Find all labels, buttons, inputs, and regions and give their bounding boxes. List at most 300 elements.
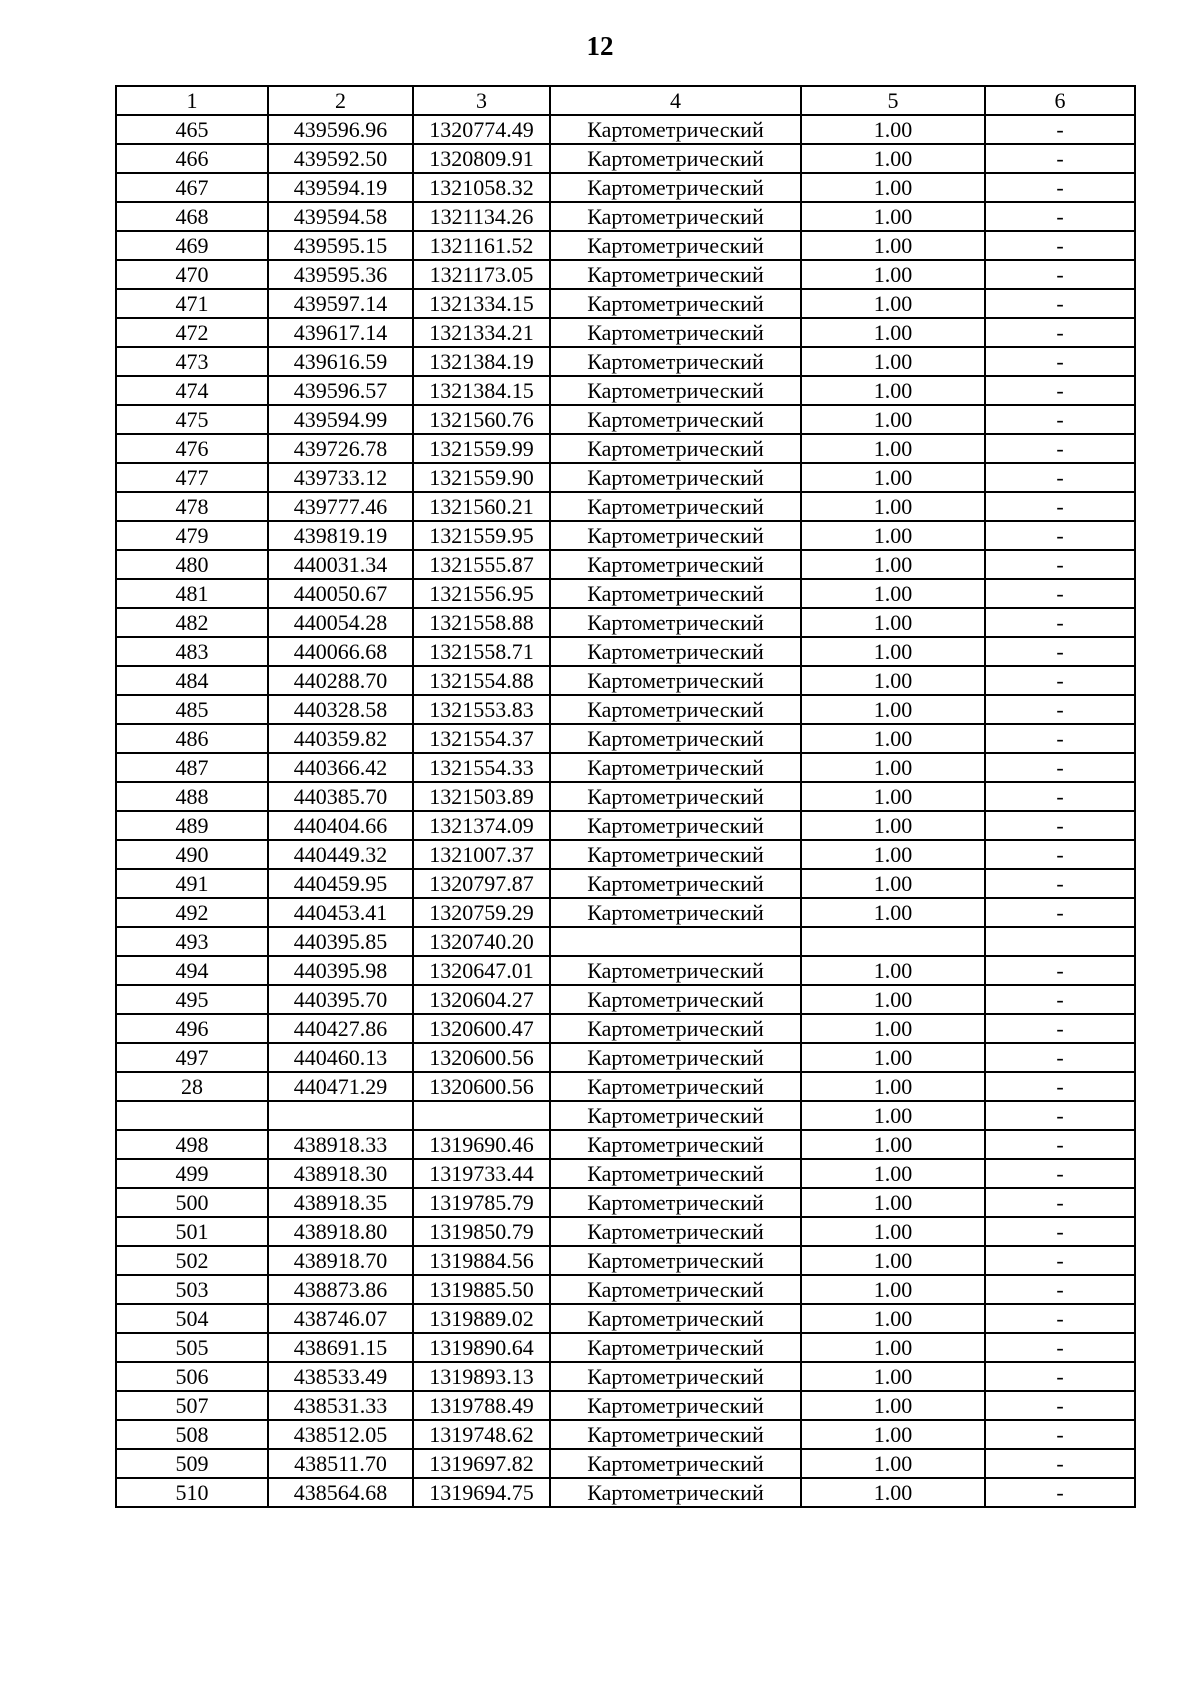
accuracy-cell: 1.00 bbox=[801, 1304, 985, 1333]
y-coordinate-cell: 1319697.82 bbox=[413, 1449, 550, 1478]
x-coordinate-cell: 440385.70 bbox=[268, 782, 413, 811]
point-number-cell: 465 bbox=[116, 115, 268, 144]
y-coordinate-cell: 1320809.91 bbox=[413, 144, 550, 173]
table-row bbox=[116, 318, 1135, 347]
method-cell: Картометрический bbox=[550, 1420, 801, 1449]
y-coordinate-cell: 1321560.21 bbox=[413, 492, 550, 521]
method-cell: Картометрический bbox=[550, 1188, 801, 1217]
note-cell: - bbox=[985, 1478, 1135, 1507]
x-coordinate-cell: 439819.19 bbox=[268, 521, 413, 550]
table-row bbox=[116, 1478, 1135, 1507]
accuracy-cell: 1.00 bbox=[801, 550, 985, 579]
accuracy-cell: 1.00 bbox=[801, 637, 985, 666]
table-row bbox=[116, 1246, 1135, 1275]
method-cell: Картометрический bbox=[550, 782, 801, 811]
note-cell: - bbox=[985, 811, 1135, 840]
x-coordinate-cell: 439617.14 bbox=[268, 318, 413, 347]
note-cell: - bbox=[985, 1043, 1135, 1072]
table-row bbox=[116, 463, 1135, 492]
method-cell: Картометрический bbox=[550, 347, 801, 376]
x-coordinate-cell: 440395.85 bbox=[268, 927, 413, 956]
y-coordinate-cell: 1321555.87 bbox=[413, 550, 550, 579]
method-cell: Картометрический bbox=[550, 695, 801, 724]
accuracy-cell: 1.00 bbox=[801, 202, 985, 231]
accuracy-cell: 1.00 bbox=[801, 985, 985, 1014]
point-number-cell: 477 bbox=[116, 463, 268, 492]
y-coordinate-cell bbox=[413, 1101, 550, 1130]
method-cell: Картометрический bbox=[550, 144, 801, 173]
table-row bbox=[116, 811, 1135, 840]
method-cell: Картометрический bbox=[550, 550, 801, 579]
method-cell: Картометрический bbox=[550, 637, 801, 666]
method-cell: Картометрический bbox=[550, 898, 801, 927]
x-coordinate-cell: 439777.46 bbox=[268, 492, 413, 521]
x-coordinate-cell: 438746.07 bbox=[268, 1304, 413, 1333]
accuracy-cell: 1.00 bbox=[801, 1449, 985, 1478]
accuracy-cell: 1.00 bbox=[801, 724, 985, 753]
method-cell: Картометрический bbox=[550, 956, 801, 985]
note-cell: - bbox=[985, 492, 1135, 521]
table-row bbox=[116, 376, 1135, 405]
point-number-cell: 494 bbox=[116, 956, 268, 985]
point-number-cell: 470 bbox=[116, 260, 268, 289]
accuracy-cell: 1.00 bbox=[801, 695, 985, 724]
point-number-cell: 486 bbox=[116, 724, 268, 753]
header-cell: 5 bbox=[801, 86, 985, 115]
y-coordinate-cell: 1319885.50 bbox=[413, 1275, 550, 1304]
table-row bbox=[116, 927, 1135, 956]
accuracy-cell bbox=[801, 927, 985, 956]
accuracy-cell: 1.00 bbox=[801, 1159, 985, 1188]
x-coordinate-cell: 438533.49 bbox=[268, 1362, 413, 1391]
header-cell: 2 bbox=[268, 86, 413, 115]
table-row bbox=[116, 1362, 1135, 1391]
x-coordinate-cell: 440460.13 bbox=[268, 1043, 413, 1072]
accuracy-cell: 1.00 bbox=[801, 898, 985, 927]
y-coordinate-cell: 1319889.02 bbox=[413, 1304, 550, 1333]
note-cell: - bbox=[985, 434, 1135, 463]
table-row bbox=[116, 1391, 1135, 1420]
y-coordinate-cell: 1321554.37 bbox=[413, 724, 550, 753]
point-number-cell: 502 bbox=[116, 1246, 268, 1275]
table-row bbox=[116, 1101, 1135, 1130]
x-coordinate-cell: 438918.35 bbox=[268, 1188, 413, 1217]
point-number-cell: 483 bbox=[116, 637, 268, 666]
x-coordinate-cell: 439726.78 bbox=[268, 434, 413, 463]
note-cell: - bbox=[985, 695, 1135, 724]
y-coordinate-cell: 1321058.32 bbox=[413, 173, 550, 202]
x-coordinate-cell: 438691.15 bbox=[268, 1333, 413, 1362]
accuracy-cell: 1.00 bbox=[801, 956, 985, 985]
method-cell: Картометрический bbox=[550, 1304, 801, 1333]
accuracy-cell: 1.00 bbox=[801, 492, 985, 521]
page-number: 12 bbox=[586, 31, 614, 61]
accuracy-cell: 1.00 bbox=[801, 144, 985, 173]
table-row bbox=[116, 1072, 1135, 1101]
table-row bbox=[116, 347, 1135, 376]
point-number-cell: 475 bbox=[116, 405, 268, 434]
y-coordinate-cell: 1321007.37 bbox=[413, 840, 550, 869]
note-cell: - bbox=[985, 115, 1135, 144]
table-row bbox=[116, 579, 1135, 608]
note-cell: - bbox=[985, 898, 1135, 927]
note-cell: - bbox=[985, 1072, 1135, 1101]
x-coordinate-cell bbox=[268, 1101, 413, 1130]
point-number-cell: 505 bbox=[116, 1333, 268, 1362]
header-cell: 6 bbox=[985, 86, 1135, 115]
table-row bbox=[116, 492, 1135, 521]
y-coordinate-cell: 1321559.99 bbox=[413, 434, 550, 463]
x-coordinate-cell: 440031.34 bbox=[268, 550, 413, 579]
y-coordinate-cell: 1321559.95 bbox=[413, 521, 550, 550]
method-cell: Картометрический bbox=[550, 1217, 801, 1246]
note-cell: - bbox=[985, 405, 1135, 434]
method-cell: Картометрический bbox=[550, 405, 801, 434]
point-number-cell: 482 bbox=[116, 608, 268, 637]
point-number-cell: 503 bbox=[116, 1275, 268, 1304]
method-cell: Картометрический bbox=[550, 173, 801, 202]
coordinates-table-body bbox=[116, 86, 1135, 1507]
header-cell: 4 bbox=[550, 86, 801, 115]
table-row bbox=[116, 231, 1135, 260]
accuracy-cell: 1.00 bbox=[801, 1188, 985, 1217]
method-cell: Картометрический bbox=[550, 579, 801, 608]
method-cell: Картометрический bbox=[550, 115, 801, 144]
accuracy-cell: 1.00 bbox=[801, 289, 985, 318]
method-cell: Картометрический bbox=[550, 608, 801, 637]
y-coordinate-cell: 1321173.05 bbox=[413, 260, 550, 289]
x-coordinate-cell: 440066.68 bbox=[268, 637, 413, 666]
y-coordinate-cell: 1321384.19 bbox=[413, 347, 550, 376]
accuracy-cell: 1.00 bbox=[801, 115, 985, 144]
method-cell: Картометрический bbox=[550, 202, 801, 231]
table-row bbox=[116, 202, 1135, 231]
point-number-cell: 484 bbox=[116, 666, 268, 695]
y-coordinate-cell: 1321556.95 bbox=[413, 579, 550, 608]
y-coordinate-cell: 1321558.88 bbox=[413, 608, 550, 637]
point-number-cell: 492 bbox=[116, 898, 268, 927]
y-coordinate-cell: 1320600.56 bbox=[413, 1043, 550, 1072]
point-number-cell: 493 bbox=[116, 927, 268, 956]
note-cell: - bbox=[985, 985, 1135, 1014]
table-row bbox=[116, 1333, 1135, 1362]
point-number-cell: 469 bbox=[116, 231, 268, 260]
point-number-cell: 474 bbox=[116, 376, 268, 405]
y-coordinate-cell: 1321334.15 bbox=[413, 289, 550, 318]
point-number-cell: 468 bbox=[116, 202, 268, 231]
table-row bbox=[116, 608, 1135, 637]
note-cell: - bbox=[985, 1101, 1135, 1130]
accuracy-cell: 1.00 bbox=[801, 1391, 985, 1420]
x-coordinate-cell: 438873.86 bbox=[268, 1275, 413, 1304]
y-coordinate-cell: 1321554.88 bbox=[413, 666, 550, 695]
table-row bbox=[116, 405, 1135, 434]
note-cell: - bbox=[985, 144, 1135, 173]
x-coordinate-cell: 439596.57 bbox=[268, 376, 413, 405]
x-coordinate-cell: 438531.33 bbox=[268, 1391, 413, 1420]
note-cell: - bbox=[985, 1362, 1135, 1391]
accuracy-cell: 1.00 bbox=[801, 347, 985, 376]
accuracy-cell: 1.00 bbox=[801, 1333, 985, 1362]
point-number-cell: 471 bbox=[116, 289, 268, 318]
note-cell: - bbox=[985, 840, 1135, 869]
method-cell: Картометрический bbox=[550, 985, 801, 1014]
accuracy-cell: 1.00 bbox=[801, 1478, 985, 1507]
note-cell: - bbox=[985, 1014, 1135, 1043]
method-cell: Картометрический bbox=[550, 289, 801, 318]
accuracy-cell: 1.00 bbox=[801, 608, 985, 637]
y-coordinate-cell: 1320604.27 bbox=[413, 985, 550, 1014]
x-coordinate-cell: 438918.80 bbox=[268, 1217, 413, 1246]
accuracy-cell: 1.00 bbox=[801, 1130, 985, 1159]
table-row bbox=[116, 1014, 1135, 1043]
note-cell: - bbox=[985, 1130, 1135, 1159]
method-cell: Картометрический bbox=[550, 1072, 801, 1101]
point-number-cell: 495 bbox=[116, 985, 268, 1014]
point-number-cell: 508 bbox=[116, 1420, 268, 1449]
note-cell: - bbox=[985, 1217, 1135, 1246]
point-number-cell: 478 bbox=[116, 492, 268, 521]
accuracy-cell: 1.00 bbox=[801, 1043, 985, 1072]
method-cell: Картометрический bbox=[550, 1014, 801, 1043]
table-row bbox=[116, 898, 1135, 927]
note-cell: - bbox=[985, 666, 1135, 695]
table-row bbox=[116, 695, 1135, 724]
point-number-cell: 491 bbox=[116, 869, 268, 898]
accuracy-cell: 1.00 bbox=[801, 811, 985, 840]
accuracy-cell: 1.00 bbox=[801, 869, 985, 898]
point-number-cell: 509 bbox=[116, 1449, 268, 1478]
point-number-cell: 506 bbox=[116, 1362, 268, 1391]
note-cell: - bbox=[985, 1449, 1135, 1478]
point-number-cell: 481 bbox=[116, 579, 268, 608]
x-coordinate-cell: 440359.82 bbox=[268, 724, 413, 753]
table-row bbox=[116, 869, 1135, 898]
accuracy-cell: 1.00 bbox=[801, 579, 985, 608]
accuracy-cell: 1.00 bbox=[801, 173, 985, 202]
note-cell: - bbox=[985, 260, 1135, 289]
table-row bbox=[116, 782, 1135, 811]
method-cell: Картометрический bbox=[550, 753, 801, 782]
note-cell: - bbox=[985, 463, 1135, 492]
x-coordinate-cell: 440459.95 bbox=[268, 869, 413, 898]
table-row bbox=[116, 666, 1135, 695]
method-cell: Картометрический bbox=[550, 492, 801, 521]
x-coordinate-cell: 440453.41 bbox=[268, 898, 413, 927]
point-number-cell: 466 bbox=[116, 144, 268, 173]
y-coordinate-cell: 1321334.21 bbox=[413, 318, 550, 347]
note-cell: - bbox=[985, 173, 1135, 202]
accuracy-cell: 1.00 bbox=[801, 753, 985, 782]
x-coordinate-cell: 438512.05 bbox=[268, 1420, 413, 1449]
note-cell: - bbox=[985, 1275, 1135, 1304]
table-row bbox=[116, 985, 1135, 1014]
accuracy-cell: 1.00 bbox=[801, 1362, 985, 1391]
point-number-cell: 504 bbox=[116, 1304, 268, 1333]
method-cell: Картометрический bbox=[550, 260, 801, 289]
x-coordinate-cell: 439733.12 bbox=[268, 463, 413, 492]
point-number-cell: 496 bbox=[116, 1014, 268, 1043]
x-coordinate-cell: 438564.68 bbox=[268, 1478, 413, 1507]
x-coordinate-cell: 440288.70 bbox=[268, 666, 413, 695]
table-row bbox=[116, 1449, 1135, 1478]
method-cell bbox=[550, 927, 801, 956]
table-row bbox=[116, 1275, 1135, 1304]
note-cell: - bbox=[985, 318, 1135, 347]
accuracy-cell: 1.00 bbox=[801, 521, 985, 550]
header-cell: 1 bbox=[116, 86, 268, 115]
point-number-cell: 28 bbox=[116, 1072, 268, 1101]
method-cell: Картометрический bbox=[550, 1101, 801, 1130]
method-cell: Картометрический bbox=[550, 318, 801, 347]
table-row bbox=[116, 173, 1135, 202]
x-coordinate-cell: 440054.28 bbox=[268, 608, 413, 637]
x-coordinate-cell: 440366.42 bbox=[268, 753, 413, 782]
x-coordinate-cell: 440471.29 bbox=[268, 1072, 413, 1101]
note-cell: - bbox=[985, 637, 1135, 666]
y-coordinate-cell: 1321384.15 bbox=[413, 376, 550, 405]
y-coordinate-cell: 1319850.79 bbox=[413, 1217, 550, 1246]
point-number-cell: 498 bbox=[116, 1130, 268, 1159]
y-coordinate-cell: 1321553.83 bbox=[413, 695, 550, 724]
accuracy-cell: 1.00 bbox=[801, 463, 985, 492]
note-cell: - bbox=[985, 289, 1135, 318]
method-cell: Картометрический bbox=[550, 811, 801, 840]
point-number-cell: 472 bbox=[116, 318, 268, 347]
note-cell: - bbox=[985, 724, 1135, 753]
accuracy-cell: 1.00 bbox=[801, 840, 985, 869]
method-cell: Картометрический bbox=[550, 463, 801, 492]
method-cell: Картометрический bbox=[550, 840, 801, 869]
x-coordinate-cell: 438511.70 bbox=[268, 1449, 413, 1478]
y-coordinate-cell: 1319694.75 bbox=[413, 1478, 550, 1507]
accuracy-cell: 1.00 bbox=[801, 318, 985, 347]
x-coordinate-cell: 439596.96 bbox=[268, 115, 413, 144]
table-row bbox=[116, 1304, 1135, 1333]
point-number-cell bbox=[116, 1101, 268, 1130]
note-cell: - bbox=[985, 753, 1135, 782]
x-coordinate-cell: 440395.98 bbox=[268, 956, 413, 985]
table-row bbox=[116, 1130, 1135, 1159]
table-row bbox=[116, 753, 1135, 782]
y-coordinate-cell: 1320647.01 bbox=[413, 956, 550, 985]
y-coordinate-cell: 1319733.44 bbox=[413, 1159, 550, 1188]
accuracy-cell: 1.00 bbox=[801, 666, 985, 695]
y-coordinate-cell: 1321503.89 bbox=[413, 782, 550, 811]
method-cell: Картометрический bbox=[550, 724, 801, 753]
accuracy-cell: 1.00 bbox=[801, 782, 985, 811]
point-number-cell: 500 bbox=[116, 1188, 268, 1217]
x-coordinate-cell: 439597.14 bbox=[268, 289, 413, 318]
header-cell: 3 bbox=[413, 86, 550, 115]
note-cell: - bbox=[985, 1246, 1135, 1275]
point-number-cell: 476 bbox=[116, 434, 268, 463]
y-coordinate-cell: 1320600.56 bbox=[413, 1072, 550, 1101]
note-cell: - bbox=[985, 869, 1135, 898]
x-coordinate-cell: 439616.59 bbox=[268, 347, 413, 376]
note-cell: - bbox=[985, 1420, 1135, 1449]
method-cell: Картометрический bbox=[550, 376, 801, 405]
x-coordinate-cell: 439592.50 bbox=[268, 144, 413, 173]
x-coordinate-cell: 440395.70 bbox=[268, 985, 413, 1014]
point-number-cell: 489 bbox=[116, 811, 268, 840]
table-row bbox=[116, 1159, 1135, 1188]
note-cell: - bbox=[985, 347, 1135, 376]
accuracy-cell: 1.00 bbox=[801, 1014, 985, 1043]
point-number-cell: 487 bbox=[116, 753, 268, 782]
method-cell: Картометрический bbox=[550, 869, 801, 898]
x-coordinate-cell: 439594.19 bbox=[268, 173, 413, 202]
table-row bbox=[116, 289, 1135, 318]
method-cell: Картометрический bbox=[550, 434, 801, 463]
table-row bbox=[116, 550, 1135, 579]
table-row bbox=[116, 115, 1135, 144]
note-cell: - bbox=[985, 1159, 1135, 1188]
x-coordinate-cell: 439595.15 bbox=[268, 231, 413, 260]
y-coordinate-cell: 1320774.49 bbox=[413, 115, 550, 144]
y-coordinate-cell: 1320797.87 bbox=[413, 869, 550, 898]
table-row bbox=[116, 144, 1135, 173]
method-cell: Картометрический bbox=[550, 1043, 801, 1072]
x-coordinate-cell: 440427.86 bbox=[268, 1014, 413, 1043]
accuracy-cell: 1.00 bbox=[801, 1072, 985, 1101]
y-coordinate-cell: 1319748.62 bbox=[413, 1420, 550, 1449]
point-number-cell: 490 bbox=[116, 840, 268, 869]
x-coordinate-cell: 440328.58 bbox=[268, 695, 413, 724]
accuracy-cell: 1.00 bbox=[801, 1420, 985, 1449]
method-cell: Картометрический bbox=[550, 521, 801, 550]
point-number-cell: 510 bbox=[116, 1478, 268, 1507]
point-number-cell: 473 bbox=[116, 347, 268, 376]
table-row bbox=[116, 521, 1135, 550]
table-row bbox=[116, 1043, 1135, 1072]
x-coordinate-cell: 439594.58 bbox=[268, 202, 413, 231]
point-number-cell: 480 bbox=[116, 550, 268, 579]
y-coordinate-cell: 1321134.26 bbox=[413, 202, 550, 231]
table-row bbox=[116, 840, 1135, 869]
note-cell: - bbox=[985, 231, 1135, 260]
method-cell: Картометрический bbox=[550, 231, 801, 260]
point-number-cell: 497 bbox=[116, 1043, 268, 1072]
accuracy-cell: 1.00 bbox=[801, 1275, 985, 1304]
point-number-cell: 467 bbox=[116, 173, 268, 202]
method-cell: Картометрический bbox=[550, 1130, 801, 1159]
point-number-cell: 499 bbox=[116, 1159, 268, 1188]
method-cell: Картометрический bbox=[550, 1362, 801, 1391]
method-cell: Картометрический bbox=[550, 1159, 801, 1188]
y-coordinate-cell: 1320600.47 bbox=[413, 1014, 550, 1043]
method-cell: Картометрический bbox=[550, 666, 801, 695]
accuracy-cell: 1.00 bbox=[801, 1246, 985, 1275]
y-coordinate-cell: 1321559.90 bbox=[413, 463, 550, 492]
method-cell: Картометрический bbox=[550, 1275, 801, 1304]
note-cell: - bbox=[985, 376, 1135, 405]
accuracy-cell: 1.00 bbox=[801, 376, 985, 405]
point-number-cell: 507 bbox=[116, 1391, 268, 1420]
table-row bbox=[116, 637, 1135, 666]
note-cell: - bbox=[985, 956, 1135, 985]
y-coordinate-cell: 1321560.76 bbox=[413, 405, 550, 434]
x-coordinate-cell: 438918.33 bbox=[268, 1130, 413, 1159]
table-row bbox=[116, 724, 1135, 753]
x-coordinate-cell: 440050.67 bbox=[268, 579, 413, 608]
y-coordinate-cell: 1321558.71 bbox=[413, 637, 550, 666]
accuracy-cell: 1.00 bbox=[801, 260, 985, 289]
table-row bbox=[116, 260, 1135, 289]
x-coordinate-cell: 440404.66 bbox=[268, 811, 413, 840]
y-coordinate-cell: 1319893.13 bbox=[413, 1362, 550, 1391]
y-coordinate-cell: 1321374.09 bbox=[413, 811, 550, 840]
